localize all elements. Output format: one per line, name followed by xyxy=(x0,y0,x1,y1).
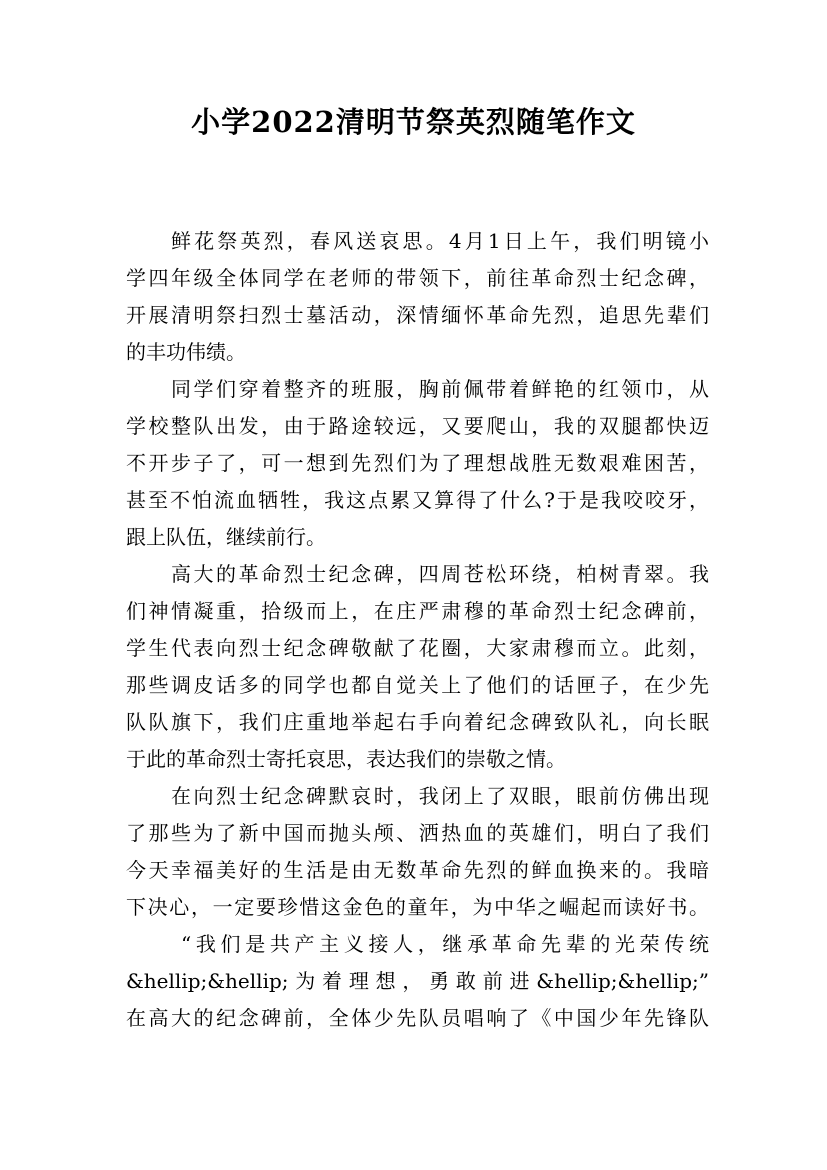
text-line: 鲜花祭英烈，春风送哀思。4月1日上午，我们明镜小 xyxy=(171,229,709,253)
text-line: 高大的革命烈士纪念碑，四周苍松环绕，柏树青翠。我 xyxy=(171,562,709,586)
text-line: “我们是共产主义接人，继承革命先辈的光荣传统 xyxy=(181,932,709,956)
text-line: 学四年级全体同学在老师的带领下，前往革命烈士纪念碑， xyxy=(126,266,709,290)
text-line: 在高大的纪念碑前，全体少先队员唱响了《中国少年先锋队 xyxy=(126,1006,709,1030)
text-line: 同学们穿着整齐的班服，胸前佩带着鲜艳的红领巾，从 xyxy=(171,377,709,401)
text-line: 开展清明祭扫烈士墓活动，深情缅怀革命先烈，追思先辈们 xyxy=(126,303,709,327)
text-line: 那些调皮话多的同学也都自觉关上了他们的话匣子，在少先 xyxy=(126,673,709,697)
text-line: 了那些为了新中国而抛头颅、洒热血的英雄们，明白了我们 xyxy=(126,821,709,845)
text-line: &hellip;&hellip;为着理想，勇敢前进&hellip;&hellip;” xyxy=(126,969,709,993)
text-line: 们神情凝重，拾级而上，在庄严肃穆的革命烈士纪念碑前， xyxy=(126,599,709,623)
text-line: 不开步子了，可一想到先烈们为了理想战胜无数艰难困苦， xyxy=(126,451,709,475)
text-line: 的丰功伟绩。 xyxy=(126,340,246,364)
text-line: 跟上队伍，继续前行。 xyxy=(126,525,326,549)
text-line: 下决心，一定要珍惜这金色的童年，为中华之崛起而读好书。 xyxy=(126,895,709,919)
text-line: 在向烈士纪念碑默哀时，我闭上了双眼，眼前仿佛出现 xyxy=(171,784,709,808)
text-line: 今天幸福美好的生活是由无数革命先烈的鲜血换来的。我暗 xyxy=(126,858,709,882)
text-line: 学校整队出发，由于路途较远，又要爬山，我的双腿都快迈 xyxy=(126,414,709,438)
text-line: 甚至不怕流血牺牲，我这点累又算得了什么?于是我咬咬牙， xyxy=(126,488,709,512)
text-line: 学生代表向烈士纪念碑敬献了花圈，大家肃穆而立。此刻， xyxy=(126,636,709,660)
text-line: 队队旗下，我们庄重地举起右手向着纪念碑致队礼，向长眠 xyxy=(126,710,709,734)
text-line: 于此的革命烈士寄托哀思，表达我们的崇敬之情。 xyxy=(126,747,566,771)
document-title: 小学2022清明节祭英烈随笔作文 xyxy=(191,105,636,139)
